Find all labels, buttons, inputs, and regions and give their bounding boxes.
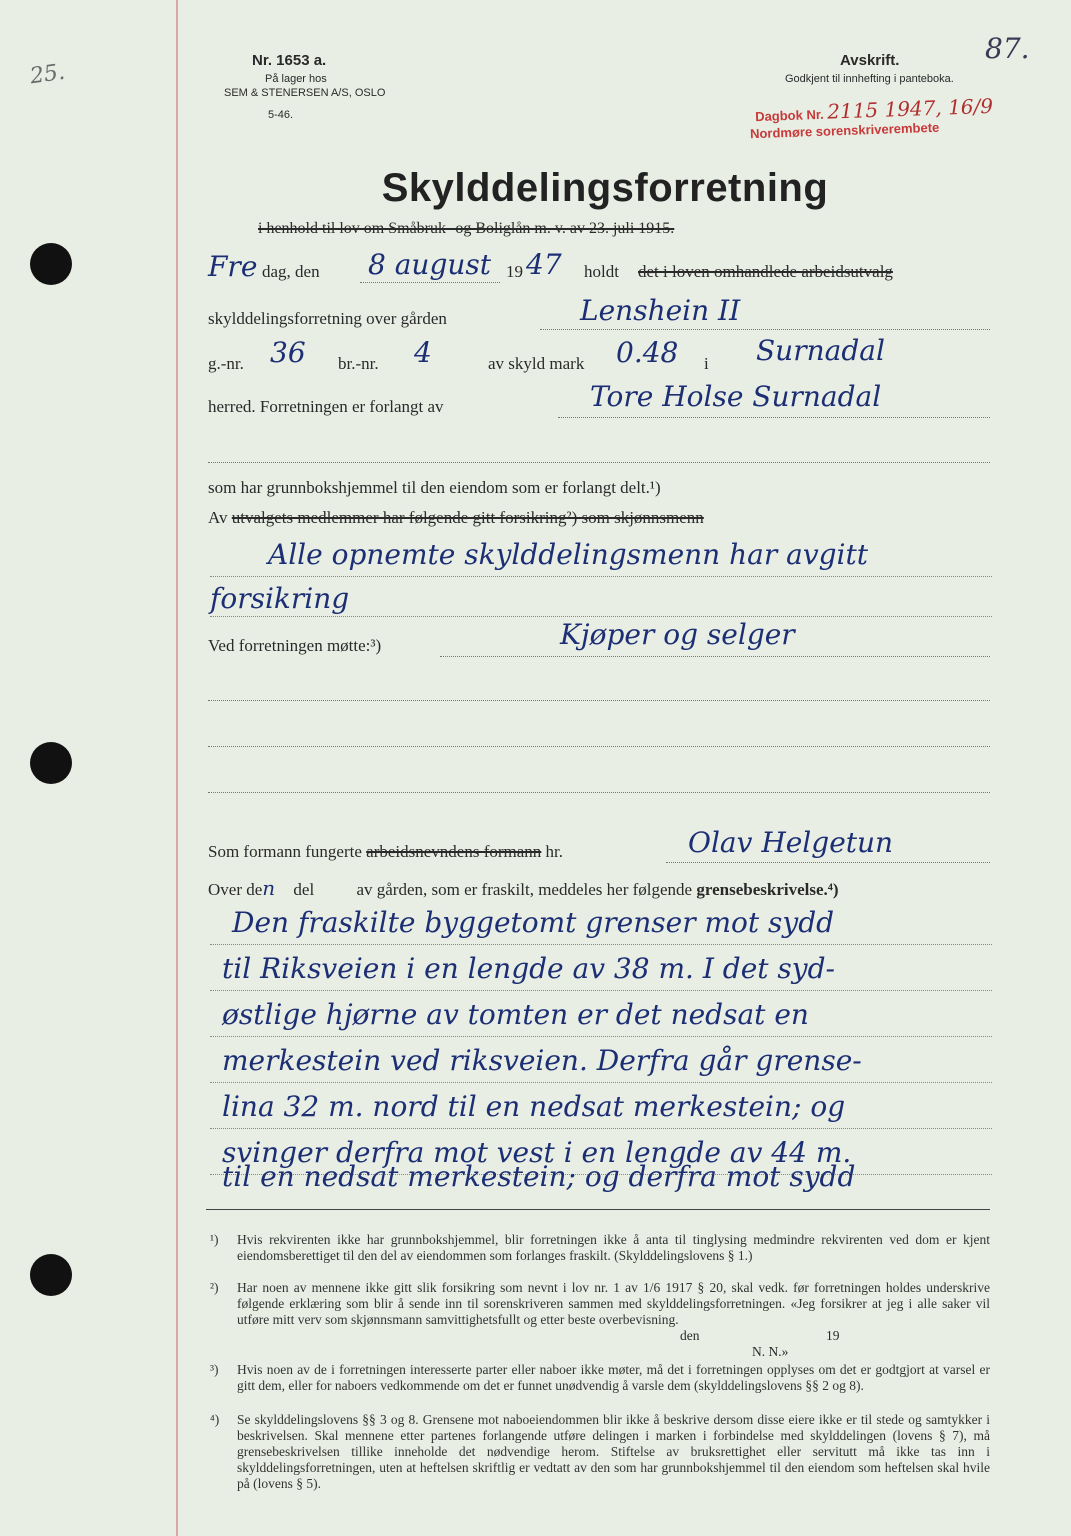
weekday-handwritten: Fre <box>208 250 258 283</box>
boundary-rule-1 <box>210 944 992 945</box>
attendees-rule-2 <box>208 700 990 701</box>
boundary-line-4: merkestein ved riksveien. Derfra går grense- <box>222 1044 862 1077</box>
attendees-label: Ved forretningen møtte:³) <box>208 636 382 655</box>
over-de-label: Over de <box>208 880 263 899</box>
chair-struck-text: arbeidsnevndens formann <box>366 842 542 861</box>
requester-handwritten: Tore Holse Surnadal <box>590 380 882 413</box>
stock-line-1: På lager hos <box>265 73 327 85</box>
punch-hole-middle <box>30 742 72 784</box>
boundary-rule-4 <box>210 1082 992 1083</box>
dagbok-stamp-line-2: Nordmøre sorenskriverembete <box>749 119 940 142</box>
punch-hole-bottom <box>30 1254 72 1296</box>
chair-rule <box>666 862 990 863</box>
gnr-label: g.-nr. <box>208 354 244 373</box>
form-number: Nr. 1653 a. <box>252 52 327 69</box>
brnr-label: br.-nr. <box>338 354 379 373</box>
grunnbok-text: som har grunnbokshjemmel til den eiendom som er forlangt delt.¹) <box>208 478 661 497</box>
grensebeskrivelse-label: grensebeskrivelse.⁴) <box>696 880 839 899</box>
i-label: i <box>704 354 709 373</box>
farm-rule <box>540 329 990 330</box>
farm-handwritten: Lenshein II <box>580 294 741 327</box>
forsikring-row <box>208 508 704 528</box>
boundary-line-5: lina 32 m. nord til en nedsat merkestein; og <box>222 1090 846 1123</box>
oath-year-prefix: 19 <box>826 1328 840 1343</box>
date-rule <box>360 282 500 283</box>
boundary-intro <box>208 876 839 900</box>
farm-label: skylddelingsforretning over gården <box>208 309 447 328</box>
del-label: del <box>293 880 315 899</box>
footnote-2 <box>210 1280 990 1328</box>
chair-hr: hr. <box>545 842 564 861</box>
year-prefix: 19 <box>506 262 523 281</box>
margin-rule <box>176 0 178 1536</box>
holdt-label: holdt <box>584 262 619 281</box>
gnr-handwritten: 36 <box>270 336 306 369</box>
footnote-3-text: Hvis noen av de i forretningen interesserte parter eller naboer ikke møter, må det i forretningen opplyses om det er godtgjort at varsel er gitt dem, eller for naboers vedkommende om det er funnet unødvendig å varsle dem (skylddelingslovens §§ 2 og 8). <box>237 1362 990 1393</box>
boundary-rule-5 <box>210 1128 992 1129</box>
attendees-rule-4 <box>208 792 990 793</box>
boundary-rule-3 <box>210 1036 992 1037</box>
footnote-1-text: Hvis rekvirenten ikke har grunnbokshjemmel, blir forretningen ikke å anta til tinglysing medmindre rekvirenten ved dom er kjent eiendomsberettiget til den del av eiendommen som forlanges fraskilt. (Skylddelingslovens § 1.) <box>237 1232 990 1263</box>
attendees-handwritten: Kjøper og selger <box>560 618 795 651</box>
footnote-4-mark: ⁴) <box>210 1412 220 1427</box>
forsikring-prefix: Av <box>208 508 228 527</box>
dag-den-label: dag, den <box>262 262 320 281</box>
page-number-handwritten: 87. <box>985 32 1030 65</box>
footnote-3-mark: ³) <box>210 1362 219 1377</box>
godkjent-note: Godkjent til innhefting i panteboka. <box>785 73 954 85</box>
boundary-line-2: til Riksveien i en lengde av 38 m. I det syd- <box>222 952 835 985</box>
requester-rule <box>558 417 990 418</box>
requester-rule-2 <box>208 462 990 463</box>
municipality-handwritten: Surnadal <box>756 334 885 367</box>
dagbok-stamp-value: 2115 1947, 16/9 <box>826 93 994 124</box>
oath-signature-nn: N. N.» <box>752 1344 789 1359</box>
footnote-4 <box>210 1412 990 1492</box>
print-code: 5-46. <box>268 109 294 121</box>
footnote-1 <box>210 1232 990 1264</box>
pencil-corner-note: 25. <box>28 59 67 90</box>
attendees-rule-3 <box>208 746 990 747</box>
chair-row <box>208 842 563 862</box>
document-title: Skylddelingsforretning <box>381 166 829 210</box>
skyld-label: av skyld mark <box>488 354 585 373</box>
dagbok-stamp-label: Dagbok Nr. <box>754 106 825 125</box>
year-suffix-handwritten: 47 <box>526 248 562 281</box>
boundary-rule-2 <box>210 990 992 991</box>
row1-struck-text: det i loven omhandlede arbeidsutvalg <box>638 262 893 281</box>
forsikring-hand-line-2: forsikring <box>210 582 350 615</box>
footnote-separator <box>206 1209 990 1210</box>
boundary-line-3: østlige hjørne av tomten er det nedsat en <box>222 998 809 1031</box>
footnote-4-text: Se skylddelingslovens §§ 3 og 8. Grensene mot naboeiendommen blir ikke å beskrive dersom disse eiere ikke er til stede og samtykker i beskrivelsen. Skal mennene etter partenes forlangende utføre delingen i marken i forbindelse med skylddelingen (lovens § 7), må grensebeskrivelsen tillike inneholde det nødvendige herom. Stiftelse av bruksrettighet eller servitutt må ikke tas inn i skylddelingsforretningen, uten at heftelsen skriftlig er vedtatt av den som har grunnbokshjemmel til den eiendom som heftelsen skal hvile på (lovens § 5). <box>237 1412 990 1491</box>
brnr-handwritten: 4 <box>414 336 432 369</box>
punch-hole-top <box>30 243 72 285</box>
stock-line-2: SEM & STENERSEN A/S, OSLO <box>224 87 386 99</box>
attendees-rule-1 <box>440 656 990 657</box>
chair-handwritten: Olav Helgetun <box>688 826 894 859</box>
boundary-line-7: til en nedsat merkestein; og derfra mot sydd <box>222 1160 856 1193</box>
footnote-1-mark: ¹) <box>210 1232 219 1247</box>
requester-label: herred. Forretningen er forlangt av <box>208 397 444 416</box>
subtitle-struck: i henhold til lov om Småbruk- og Boliglån m. v. av 23. juli 1915. <box>258 220 675 237</box>
de-suffix-handwritten: n <box>262 876 276 900</box>
boundary-intro-text: av gården, som er fraskilt, meddeles her følgende <box>356 880 693 899</box>
oath-den: den <box>680 1328 700 1343</box>
footnote-3 <box>210 1362 990 1394</box>
chair-prefix: Som formann fungerte <box>208 842 362 861</box>
date-handwritten: 8 august <box>368 248 492 281</box>
footnote-2-text: Har noen av mennene ikke gitt slik forsikring som nevnt i lov nr. 1 av 1/6 1917 § 20, skal vedk. før forretningen holdes underskrive følgende erklæring som blir å sende inn til sorenskriveren sammen med skylddelingsforretningen. «Jeg forsikrer at jeg i alle saker vil utføre mitt verv som skjønnsmann samvittighetsfullt og etter beste overbevisning. <box>237 1280 990 1327</box>
forsikring-rule-2 <box>210 616 992 617</box>
boundary-line-6: svinger derfra mot vest i en lengde av 44 m. <box>222 1136 852 1169</box>
forsikring-struck-text: utvalgets medlemmer har følgende gitt forsikring²) som skjønnsmenn <box>231 508 704 527</box>
forsikring-rule-1 <box>210 576 992 577</box>
boundary-line-1: Den fraskilte byggetomt grenser mot sydd <box>232 906 835 939</box>
skyld-handwritten: 0.48 <box>616 336 679 369</box>
footnote-2-mark: ²) <box>210 1280 219 1295</box>
forsikring-hand-line-1: Alle opnemte skylddelingsmenn har avgitt <box>268 538 869 571</box>
avskrift-label: Avskrift. <box>840 52 900 69</box>
